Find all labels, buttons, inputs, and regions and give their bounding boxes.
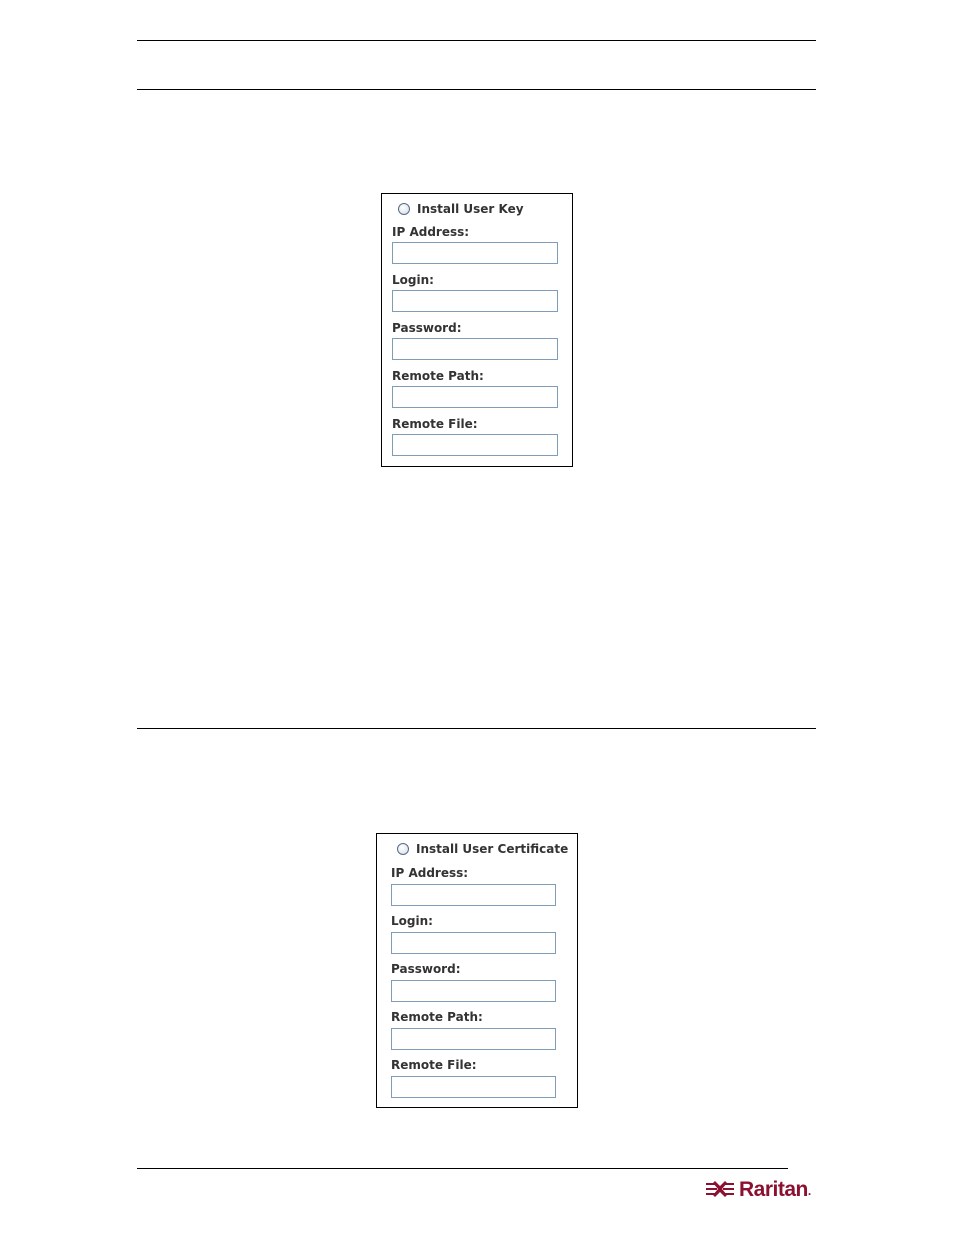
password-label: Password:	[392, 321, 462, 335]
remote-file-input[interactable]	[392, 434, 558, 456]
user-key-panel	[381, 193, 573, 467]
install-user-key-radio[interactable]	[398, 203, 410, 215]
footer-rule	[137, 1168, 788, 1169]
login-label: Login:	[392, 273, 434, 287]
password-label: Password:	[391, 962, 461, 976]
ip-address-label: IP Address:	[392, 225, 470, 239]
remote-path-label: Remote Path:	[392, 369, 484, 383]
login-label: Login:	[391, 914, 433, 928]
section-rule	[137, 728, 816, 729]
login-input[interactable]	[391, 932, 556, 954]
remote-path-input[interactable]	[391, 1028, 556, 1050]
install-user-key-option[interactable]	[398, 202, 524, 216]
remote-path-input[interactable]	[392, 386, 558, 408]
ip-address-label: IP Address:	[391, 866, 469, 880]
login-input[interactable]	[392, 290, 558, 312]
remote-file-label: Remote File:	[391, 1058, 477, 1072]
header-rule-bottom	[137, 89, 816, 90]
remote-file-label: Remote File:	[392, 417, 478, 431]
raritan-logo	[706, 1178, 811, 1200]
user-certificate-panel	[376, 833, 578, 1108]
install-user-key-label: Install User Key	[417, 202, 524, 216]
install-user-certificate-option[interactable]	[397, 842, 568, 856]
header-rule-top	[137, 40, 816, 41]
install-user-certificate-label: Install User Certificate	[416, 842, 569, 856]
ip-address-input[interactable]	[391, 884, 556, 906]
ip-address-input[interactable]	[392, 242, 558, 264]
remote-file-input[interactable]	[391, 1076, 556, 1098]
password-input[interactable]	[391, 980, 556, 1002]
raritan-logo-icon	[706, 1178, 736, 1200]
password-input[interactable]	[392, 338, 558, 360]
raritan-logo-dot: .	[807, 1184, 812, 1198]
remote-path-label: Remote Path:	[391, 1010, 483, 1024]
install-user-certificate-radio[interactable]	[397, 843, 409, 855]
raritan-logo-text: Raritan	[739, 1177, 808, 1201]
